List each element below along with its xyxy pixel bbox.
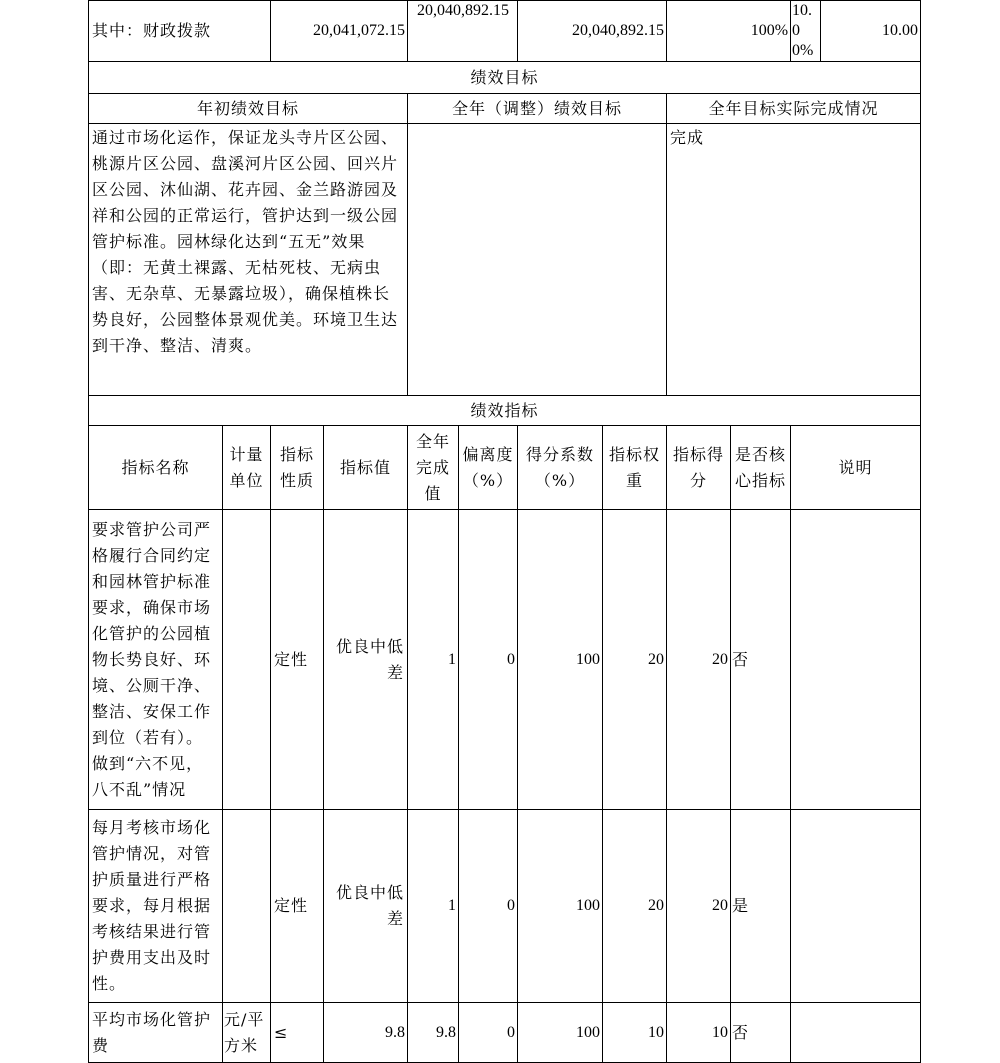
goals-col-adjusted: 全年（调整）绩效目标 [408, 94, 667, 124]
indicator-value: 优良中低差 [324, 510, 408, 810]
initial-goal-text: 通过市场化运作，保证龙头寺片区公园、桃源片区公园、盘溪河片区公园、回兴片区公园、沐仙湖、花卉园、金兰路游园及祥和公园的正常运行，管护达到一级公园管护标准。园林绿化达到“五无”效果（即：无黄土裸露、无枯死枝、无病虫害、无杂草、无暴露垃圾），确保植株长势良好，公园整体景观优美。环境卫生达到干净、整洁、清爽。 [89, 124, 408, 396]
funding-label: 其中：财政拨款 [89, 1, 271, 62]
indicator-unit [223, 510, 271, 810]
indicator-unit: 元/平方米 [223, 1003, 271, 1063]
indicator-core: 否 [731, 1003, 791, 1063]
adjusted-goal-text [408, 124, 667, 396]
indicator-value: 优良中低差 [324, 810, 408, 1003]
indicator-score: 20 [667, 510, 731, 810]
indicator-coefficient: 100 [518, 510, 603, 810]
indicator-coefficient: 100 [518, 1003, 603, 1063]
indicator-unit [223, 810, 271, 1003]
table-row [89, 510, 921, 810]
completion-text: 完成 [667, 124, 921, 396]
execution-rate: 100% [667, 1, 791, 62]
indicator-actual: 1 [408, 810, 459, 1003]
goals-content-row [89, 124, 921, 396]
header-actual: 全年完成值 [408, 426, 459, 510]
indicator-note [791, 1003, 921, 1063]
indicator-deviation: 0 [459, 510, 518, 810]
header-note: 说明 [791, 426, 921, 510]
indicator-score: 10 [667, 1003, 731, 1063]
performance-table [88, 0, 921, 1063]
indicator-deviation: 0 [459, 1003, 518, 1063]
header-unit: 计量单位 [223, 426, 271, 510]
indicator-core: 否 [731, 510, 791, 810]
indicator-score: 20 [667, 810, 731, 1003]
goals-col-initial: 年初绩效目标 [89, 94, 408, 124]
indicator-nature: 定性 [271, 510, 324, 810]
indicator-name: 要求管护公司严格履行合同约定和园林管护标准要求，确保市场化管护的公园植物长势良好、环境、公厕干净、整洁、安保工作到位（若有）。做到“六不见，八不乱”情况 [89, 510, 223, 810]
indicator-core: 是 [731, 810, 791, 1003]
indicator-coefficient: 100 [518, 810, 603, 1003]
indicator-nature: ≤ [271, 1003, 324, 1063]
indicators-section-title: 绩效指标 [89, 396, 921, 426]
header-value: 指标值 [324, 426, 408, 510]
header-nature: 指标性质 [271, 426, 324, 510]
indicator-nature: 定性 [271, 810, 324, 1003]
indicator-value: 9.8 [324, 1003, 408, 1063]
funding-score: 10.00 [821, 1, 921, 62]
initial-budget: 20,041,072.15 [271, 1, 408, 62]
indicator-actual: 1 [408, 510, 459, 810]
header-core: 是否核心指标 [731, 426, 791, 510]
adjusted-budget: 20,040,892.15 [408, 1, 518, 62]
header-weight: 指标权重 [603, 426, 667, 510]
performance-report-document [88, 0, 920, 1055]
goals-col-completion: 全年目标实际完成情况 [667, 94, 921, 124]
indicators-header-row [89, 426, 921, 510]
funding-row [89, 1, 921, 62]
table-row [89, 1003, 921, 1063]
executed-amount: 20,040,892.15 [518, 1, 667, 62]
indicator-deviation: 0 [459, 810, 518, 1003]
goals-header-row [89, 94, 921, 124]
header-coefficient: 得分系数（%） [518, 426, 603, 510]
table-row [89, 810, 921, 1003]
indicator-actual: 9.8 [408, 1003, 459, 1063]
indicator-weight: 20 [603, 810, 667, 1003]
indicator-weight: 10 [603, 1003, 667, 1063]
header-indicator-name: 指标名称 [89, 426, 223, 510]
indicator-name: 平均市场化管护费 [89, 1003, 223, 1063]
indicator-note [791, 810, 921, 1003]
indicator-note [791, 510, 921, 810]
goals-section-title: 绩效目标 [89, 62, 921, 94]
indicator-name: 每月考核市场化管护情况，对管护质量进行严格要求，每月根据考核结果进行管护费用支出及时性。 [89, 810, 223, 1003]
indicator-weight: 20 [603, 510, 667, 810]
header-deviation: 偏离度（%） [459, 426, 518, 510]
header-score: 指标得分 [667, 426, 731, 510]
funding-weight: 10.00% [791, 1, 821, 62]
